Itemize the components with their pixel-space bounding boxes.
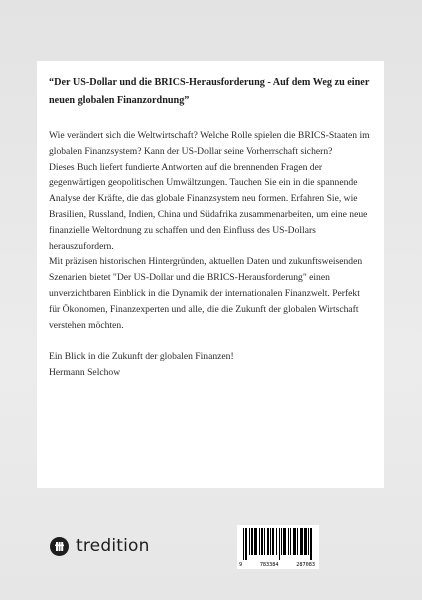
barcode-bar — [308, 528, 309, 555]
paragraph-spacer — [49, 333, 372, 349]
blurb-paragraph-2: Dieses Buch liefert fundierte Antworten auf die brennenden Fragen der gegenwärtigen geopolitischen Umwältzungen. Tauchen Sie ein in die spannende Analyse der Kräfte, die das globale Finanzsystem neu formen. Erfahren Sie, wie Brasilien, Russland, Indien, China und Südafrika zusammenarbeiten, um eine neue finanzielle Weltordnung zu schaffen und den Einfluss des US-Dollars herauszufordern. — [49, 161, 368, 252]
barcode-bar — [301, 528, 303, 555]
book-title-quote: “Der US-Dollar und die BRICS-Herausforderung - Auf dem Weg zu einer neuen globalen Finanzordnung” — [49, 77, 370, 106]
barcode-group-1: 783384 — [259, 562, 279, 568]
barcode-bar — [259, 528, 260, 555]
author-name: Hermann Selchow — [49, 366, 121, 378]
barcode-bar — [267, 528, 270, 555]
barcode-bar — [264, 528, 265, 555]
closing-line: Ein Blick in die Zukunft der globalen Finanzen! — [49, 351, 234, 363]
barcode-digits — [237, 562, 319, 568]
barcode-bars — [243, 528, 315, 558]
barcode-bar — [251, 528, 253, 555]
barcode-bar — [304, 528, 307, 555]
blurb-paragraph-1: Wie verändert sich die Weltwirtschaft? Welche Rolle spielen die BRICS-Staaten im globalen Finanzsystem? Kann der US-Dollar seine Vorherrschaft sichern? — [49, 130, 370, 157]
publisher-name: tredition — [76, 536, 150, 556]
barcode-bar — [254, 528, 257, 555]
barcode-bar — [261, 528, 263, 555]
isbn-barcode — [237, 525, 319, 569]
barcode-bar — [270, 528, 271, 555]
barcode-bar — [288, 528, 289, 555]
barcode-bar — [283, 528, 286, 555]
barcode-bar — [272, 528, 274, 555]
blurb-paragraph-3: Mit präzisen historischen Hintergründen, aktuellen Daten und zukunftsweisenden Szenarien bietet "Der US-Dollar und die BRICS-Herausforderung" einen unverzichtbaren Einblick in die Dynamik der internationalen Finanzwelt. Perfekt für Ökonomen, Finanzexperten und alle, die die Zukunft der globalen Wirtschaft verstehen möchten. — [49, 256, 363, 331]
publisher-logo — [50, 535, 150, 557]
barcode-bar — [243, 528, 244, 560]
barcode-bar — [281, 528, 282, 555]
barcode-bar — [293, 528, 296, 555]
barcode-bar — [310, 528, 311, 560]
barcode-lead-digit: 9 — [239, 562, 243, 568]
barcode-bar — [297, 528, 298, 555]
barcode-bar — [311, 528, 312, 560]
back-cover-text-panel — [37, 61, 384, 488]
barcode-bar — [245, 528, 247, 560]
barcode-bar — [290, 528, 292, 555]
tredition-logo-icon — [50, 537, 69, 556]
barcode-bar — [300, 528, 301, 555]
barcode-group-2: 287083 — [296, 562, 315, 568]
barcode-bar — [276, 528, 277, 555]
barcode-bar — [249, 528, 250, 555]
barcode-bar — [279, 528, 281, 560]
